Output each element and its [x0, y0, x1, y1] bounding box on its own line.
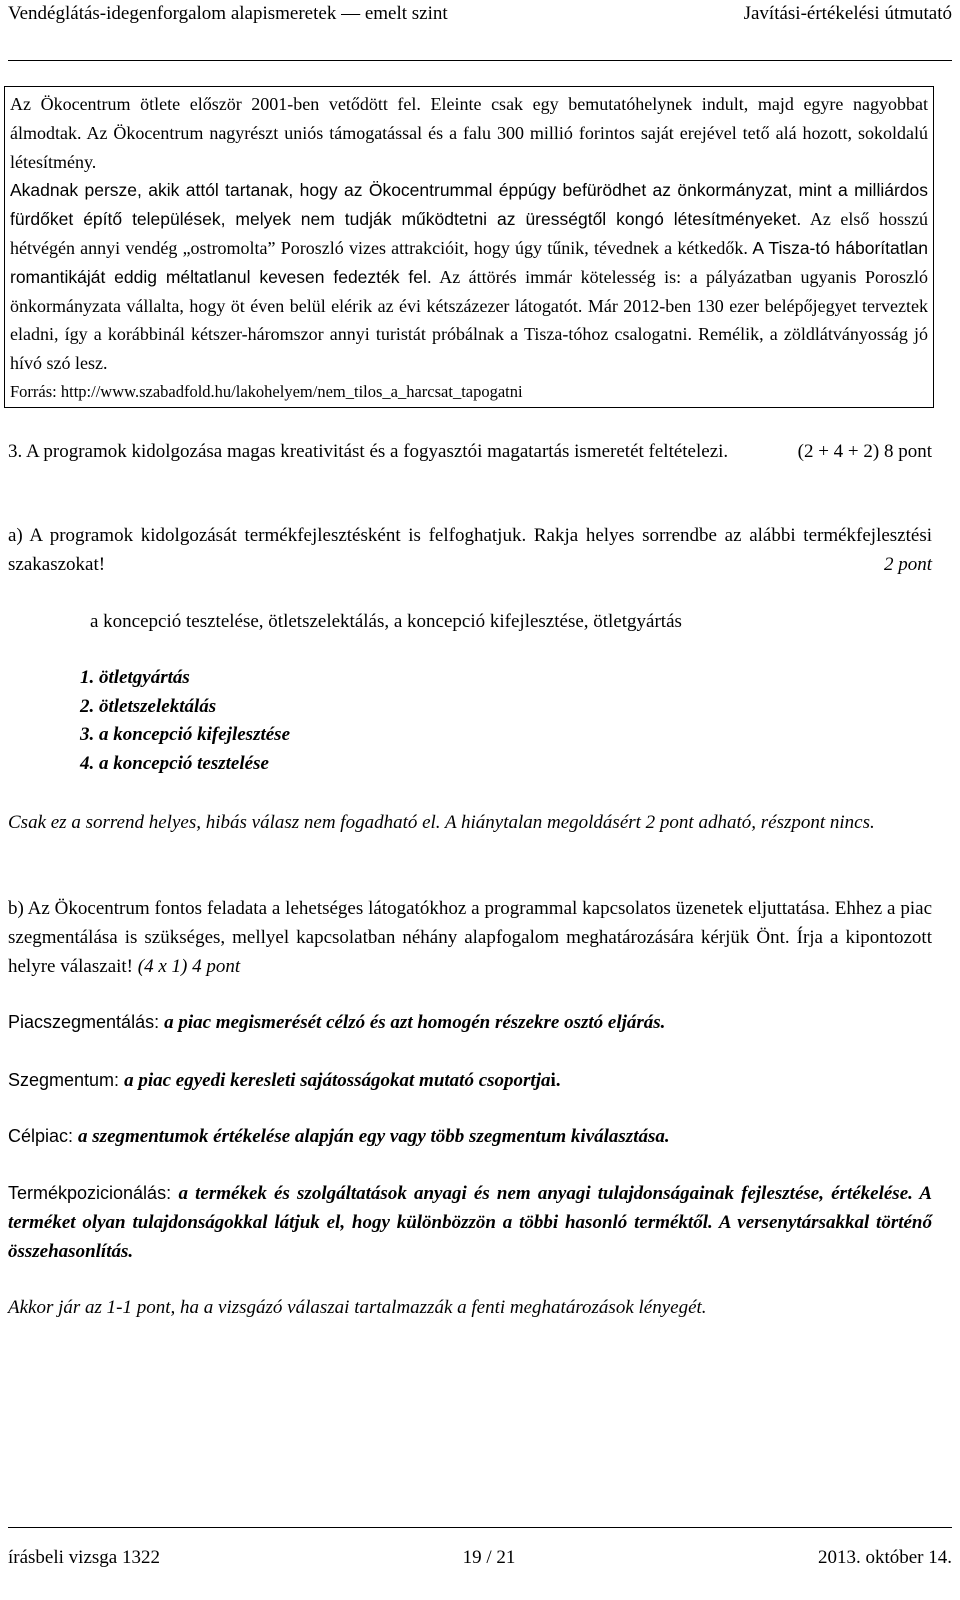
answer-step: 2. ötletszelektálás	[80, 695, 217, 717]
task-3a-points: 2 pont	[883, 554, 932, 575]
task-3-intro: 3. A programok kidolgozása magas kreativitást és a fogyasztói magatartás ismeretét feltételezi. (2 + 4 + 2) 8 pont	[8, 437, 932, 466]
answer-step: 4. a koncepció tesztelése	[80, 752, 269, 774]
definition-answer: a szegmentumok értékelése alapján egy vagy több szegmentum kiválasztása.	[78, 1126, 670, 1147]
definition-answer: a piac megismerését célzó és azt homogén részekre osztó eljárás.	[164, 1012, 666, 1033]
task-3a-question: a) A programok kidolgozását termékfejlesztésként is felfoghatjuk. Rakja helyes sorrendbe az alábbi termékfejlesztési szakaszokat! 2 pont	[8, 521, 932, 579]
page-footer	[8, 1543, 952, 1573]
footer-date: 2013. október 14.	[817, 1547, 952, 1568]
definition-answer: a termékek és szolgáltatások anyagi és nem anyagi tulajdonságainak fejlesztése, értékelése. A terméket olyan tulajdonságokkal látjuk el, hogy különbözzön a többi hasonló terméktől. A versenytársakkal történő összehasonlítás.	[8, 1183, 932, 1262]
definition-item	[8, 1179, 932, 1266]
definition-item	[8, 1008, 932, 1037]
definition-item: Szegmentum: a piac egyedi keresleti sajátosságokat mutató csoportjai.	[8, 1070, 561, 1091]
source-paragraph-1: Az Ökocentrum ötlete először 2001-ben vetődött fel. Eleinte csak egy bemutatóhelynek indult, majd egyre nagyobbat álmodtak. Az Ökocentrum nagyrészt uniós támogatással és a falu 300 millió forintos saját erejével tető alá hozott, sokoldalú létesítmény.	[10, 94, 928, 172]
task-3-points: (2 + 4 + 2) 8 pont	[797, 441, 932, 462]
answer-step: 3. a koncepció kifejlesztése	[80, 724, 291, 745]
definition-term: Célpiac:	[8, 1126, 79, 1146]
source-text-box	[4, 86, 934, 408]
task-3a-items: a koncepció tesztelése, ötletszelektálás, a koncepció kifejlesztése, ötletgyártás	[90, 611, 682, 632]
definition-answer: a piac egyedi keresleti sajátosságokat mutató csoportja	[124, 1070, 551, 1091]
footer-divider	[8, 1527, 952, 1528]
source-paragraph-2: Akadnak persze, akik attól tartanak, hogy az Ökocentrummal éppúgy befürödhet az önkormányzat, mint a milliárdos fürdőket építő települések, melyek nem tudják működtetni az ürességtől kongó létesítményeket. Az első hosszú hétvégén annyi vendég „ostromolta” Poroszló vizes attrakcióit, hogy úgy tűnik, tévednek a kétkedők. A Tisza-tó háborítatlan romantikáját eddig méltatlanul kevesen fedezték fel. Az áttörés immár kötelesség is: a pályázatban ugyanis Poroszló önkormányzata vállalta, hogy öt éven belül elérik az évi kétszázezer látogatót. Már 2012-ben 130 ezer belépőjegyet terveztek eladni, így a korábbinál kétszer-háromszor annyi turistát próbálnak a Tisza-tóhoz csalogatni. Remélik, a zöldlátványosság jó hívó szó lesz.	[10, 180, 928, 374]
source-citation: Forrás: http://www.szabadfold.hu/lakohelyem/nem_tilos_a_harcsat_tapogatni	[10, 381, 523, 401]
header-subject: Vendéglátás-idegenforgalom alapismeretek — emelt szint	[8, 3, 448, 24]
page-header	[8, 2, 952, 36]
task-3a-grading-note: Csak ez a sorrend helyes, hibás válasz nem fogadható el. A hiánytalan megoldásért 2 pont adható, részpont nincs.	[8, 812, 875, 833]
header-divider	[8, 60, 952, 61]
footer-page-number: 19 / 21	[462, 1547, 516, 1568]
definition-term: Termékpozicionálás:	[8, 1183, 179, 1203]
header-doc-type: Javítási-értékelési útmutató	[743, 3, 952, 24]
task-3b-question: b) Az Ökocentrum fontos feladata a lehetséges látogatókhoz a programmal kapcsolatos üzenetek eljuttatása. Ehhez a piac szegmentálása is szükséges, mellyel kapcsolatban néhány alapfogalom meghatározására kérjük Önt. Írja a kipontozott helyre válaszait! (4 x 1) 4 pont	[8, 898, 932, 977]
answer-step: 1. ötletgyártás	[80, 667, 190, 688]
task-3b-grading-note: Akkor jár az 1-1 pont, ha a vizsgázó válaszai tartalmazzák a fenti meghatározások lényegét.	[8, 1297, 707, 1318]
footer-exam-id: írásbeli vizsga 1322	[8, 1547, 160, 1568]
definition-term: Szegmentum:	[8, 1070, 125, 1090]
definition-item	[8, 1122, 932, 1151]
definition-term: Piacszegmentálás:	[8, 1012, 165, 1032]
task-3b-points: (4 x 1) 4 pont	[137, 956, 241, 977]
task-3a-answer-list	[80, 664, 290, 778]
